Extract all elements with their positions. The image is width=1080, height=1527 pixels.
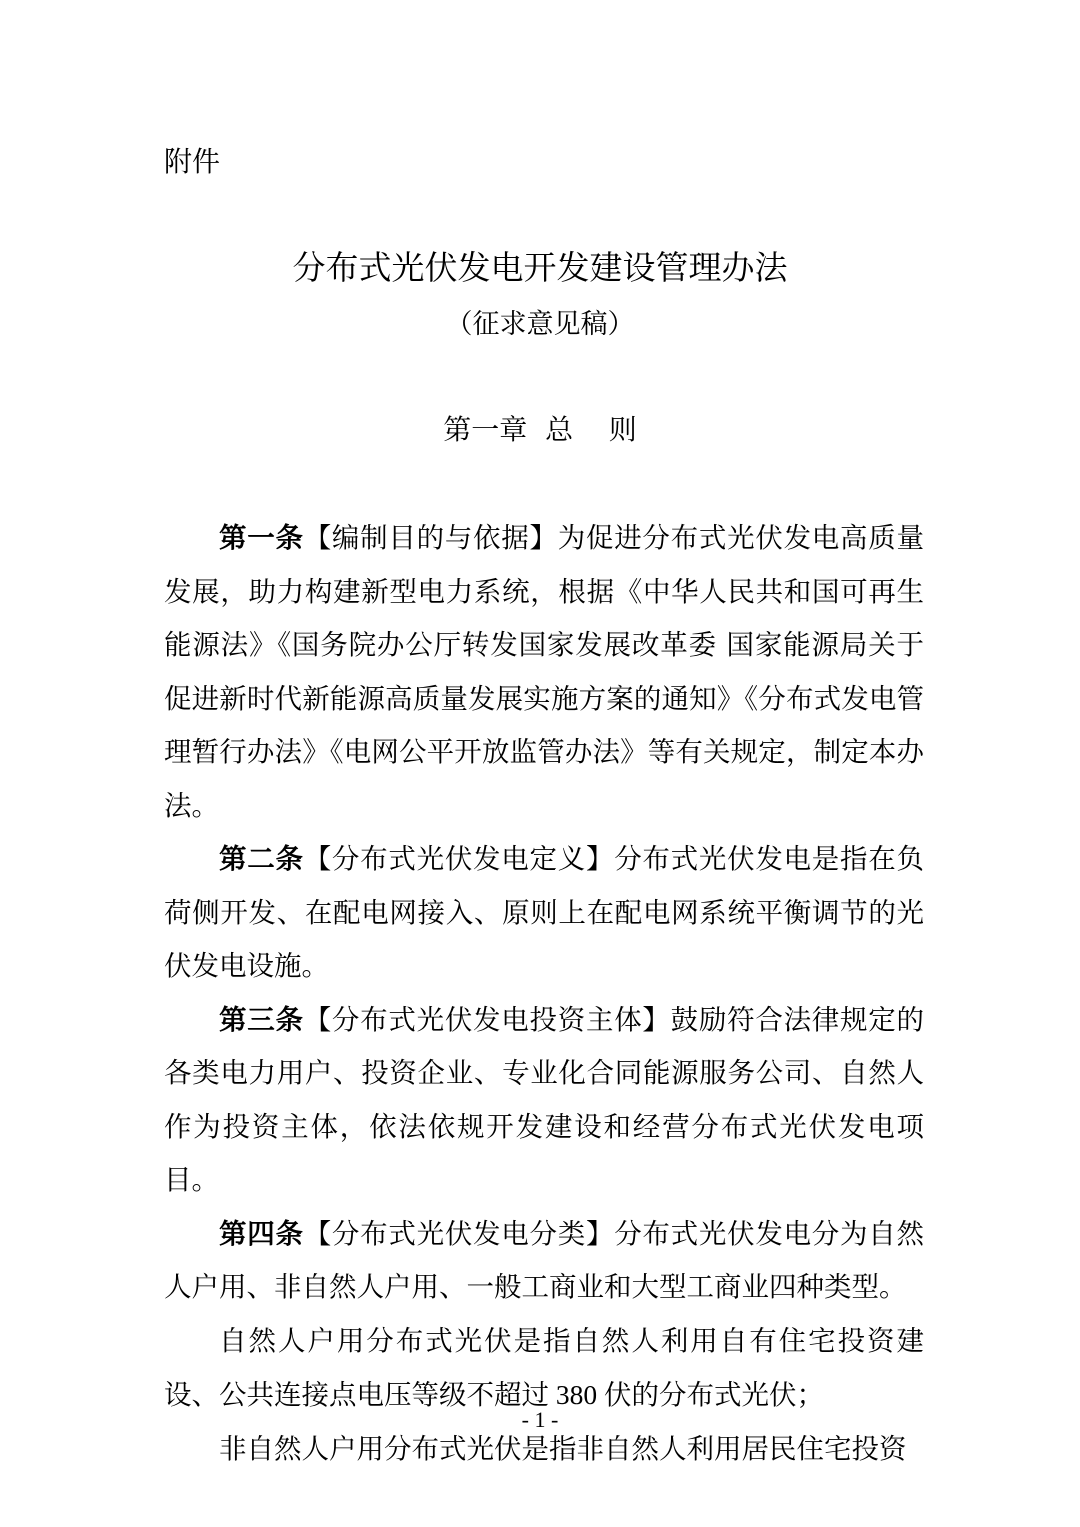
article-text: 【分布式光伏发电投资主体】鼓励符合法律规定的各类电力用户、投资企业、专业化合同能源服务公司、自然人作为投资主体，依法依规开发建设和经营分布式光伏发电项目。 [164,1003,924,1196]
article-number: 第三条 [219,1003,304,1036]
article-number: 第四条 [219,1217,304,1250]
attachment-label: 附件 [164,145,221,178]
paragraph-non-natural-person-household: 非自然人户用分布式光伏是指非自然人利用居民住宅投资 [219,1432,907,1465]
article-text: 【分布式光伏发电分类】分布式光伏发电分为自然人户用、非自然人户用、一般工商业和大型工商业四种类型。 [164,1217,924,1303]
paragraph-text: 自然人户用分布式光伏是指自然人利用自有住宅投资建设、公共连接点电压等级不超过 [164,1324,924,1411]
document-body [164,512,924,1476]
chapter-heading: 第一章 总 则 [443,413,637,446]
article-number: 第二条 [219,843,304,875]
article-text: 【编制目的与依据】为促进分布式光伏发电高质量发展，助力构建新型电力系统，根据《中华人民共和国可再生能源法》《国务院办公厅转发国家发展改革委 国家能源局关于促进新时代新能源高质量发展实施方案的通知》《分布式发电管理暂行办法》《电网公平开放监管办法》等有关规定，制定本办法。 [164,522,924,822]
article-3 [164,994,924,1208]
article-text: 【分布式光伏发电定义】分布式光伏发电是指在负荷侧开发、在配电网接入、原则上在配电网系统平衡调节的光伏发电设施。 [164,843,924,982]
document-subtitle: （征求意见稿） [445,309,635,340]
voltage-value: 380 [549,1379,604,1410]
article-4 [164,1208,924,1315]
article-1 [164,512,924,833]
article-2 [164,833,924,994]
document-title: 分布式光伏发电开发建设管理办法 [292,248,788,287]
article-number: 第一条 [219,522,304,554]
paragraph-text-end: 伏的分布式光伏； [604,1379,824,1411]
page-number: - 1 - [521,1407,559,1432]
